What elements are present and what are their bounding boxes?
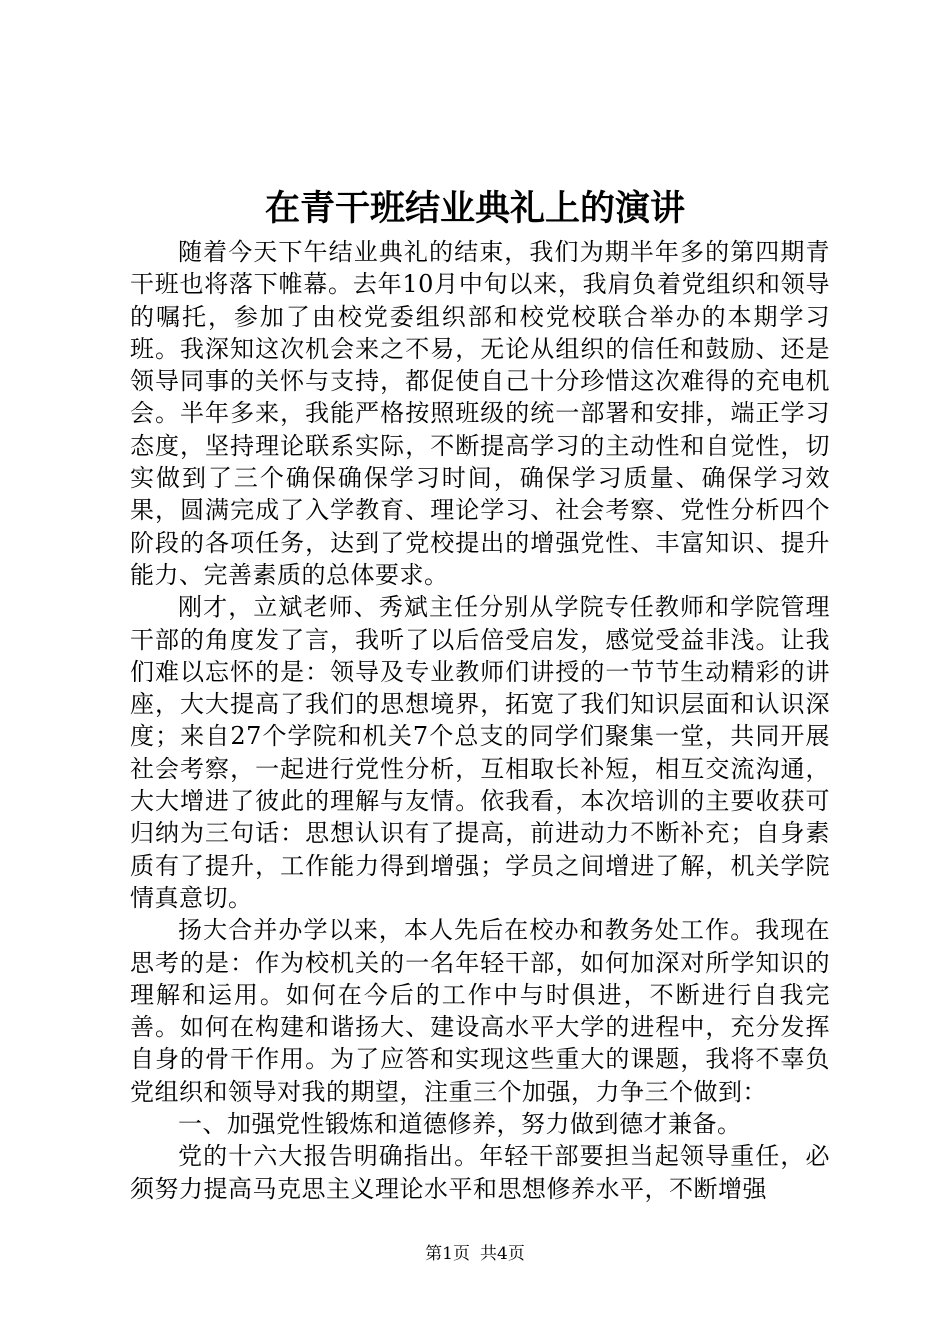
page-footer [0,1243,950,1265]
page-number: 第1页 [425,1244,470,1264]
paragraph: 党的十六大报告明确指出。年轻干部要担当起领导重任，必须努力提高马克思主义理论水平和思想修养水平，不断增强 [130,1142,830,1203]
document-body [130,236,830,1205]
document-title: 在青干班结业典礼上的演讲 [264,188,685,229]
page-total: 共4页 [480,1244,525,1264]
paragraph: 随着今天下午结业典礼的结束，我们为期半年多的第四期青干班也将落下帷幕。去年10月中旬以来，我肩负着党组织和领导的嘱托，参加了由校党委组织部和校党校联合举办的本期学习班。我深知这次机会来之不易，无论从组织的信任和鼓励、还是领导同事的关怀与支持，都促使自己十分珍惜这次难得的充电机会。半年多来，我能严格按照班级的统一部署和安排，端正学习态度，坚持理论联系实际，不断提高学习的主动性和自觉性，切实做到了三个确保确保学习时间，确保学习质量、确保学习效果，圆满完成了入学教育、理论学习、社会考察、党性分析四个阶段的各项任务，达到了党校提出的增强党性、丰富知识、提升能力、完善素质的总体要求。 [130,238,830,589]
section-heading: 一、加强党性锻炼和道德修养，努力做到德才兼备。 [178,1110,742,1139]
paragraph: 扬大合并办学以来，本人先后在校办和教务处工作。我现在思考的是：作为校机关的一名年轻干部，如何加深对所学知识的理解和运用。如何在今后的工作中与时俱进，不断进行自我完善。如何在构建和谐扬大、建设高水平大学的进程中，充分发挥自身的骨干作用。为了应答和实现这些重大的课题，我将不辜负党组织和领导对我的期望，注重三个加强，力争三个做到： [130,916,830,1106]
paragraph: 刚才，立斌老师、秀斌主任分别从学院专任教师和学院管理干部的角度发了言，我听了以后倍受启发，感觉受益非浅。让我们难以忘怀的是：领导及专业教师们讲授的一节节生动精彩的讲座，大大提高了我们的思想境界，拓宽了我们知识层面和认识深度；来自27个学院和机关7个总支的同学们聚集一堂，共同开展社会考察，一起进行党性分析，互相取长补短，相互交流沟通，大大增进了彼此的理解与友情。依我看，本次培训的主要收获可归纳为三句话：思想认识有了提高，前进动力不断补充；自身素质有了提升，工作能力得到增强；学员之间增进了解，机关学院情真意切。 [130,593,830,912]
